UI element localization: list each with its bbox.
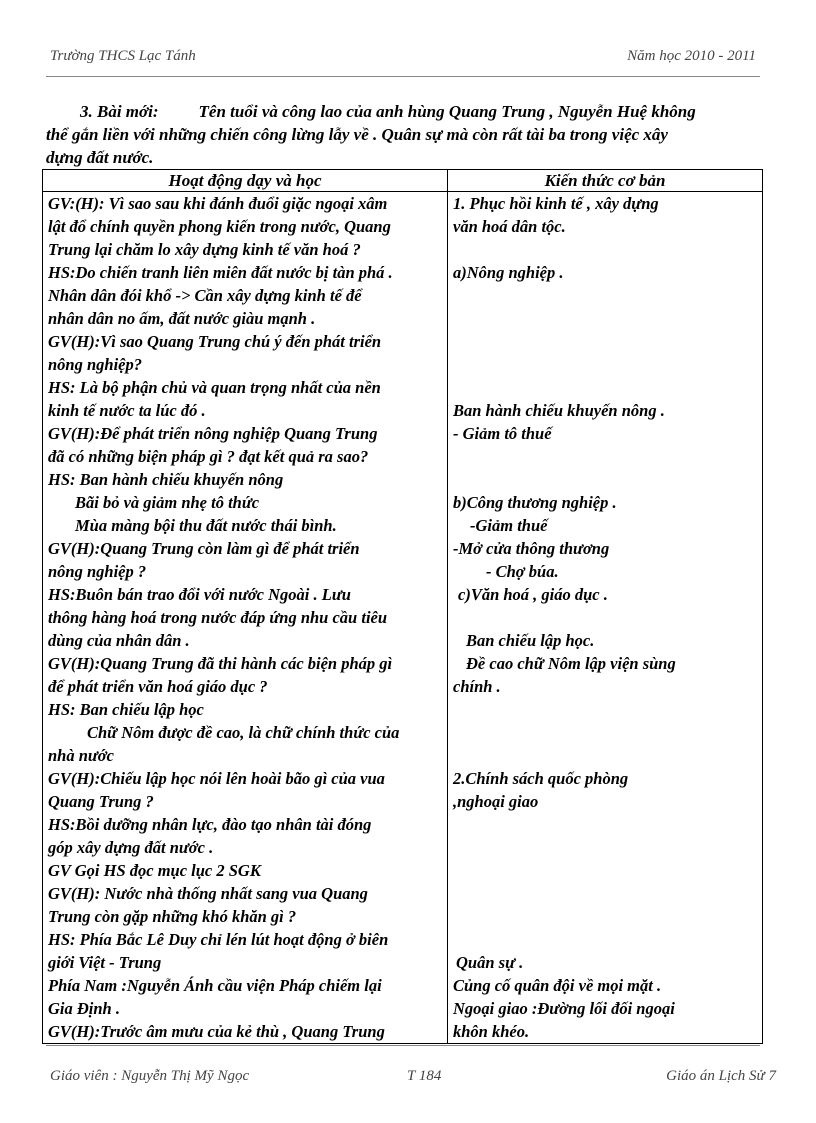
activity-line: lật đổ chính quyền phong kiến trong nước, Quang: [48, 217, 391, 236]
knowledge-line: [448, 284, 762, 307]
knowledge-line: [448, 928, 762, 951]
school-name: Trường THCS Lạc Tánh: [50, 48, 196, 64]
knowledge-line: [448, 330, 762, 353]
intro-paragraph: [46, 100, 762, 169]
activity-line: GV(H):Trước âm mưu của kẻ thù , Quang Trung: [48, 1022, 385, 1041]
footer-divider: [46, 1045, 760, 1046]
knowledge-line: chính .: [453, 677, 501, 696]
activity-line: HS:Do chiến tranh liên miên đất nước bị tàn phá .: [48, 263, 393, 282]
knowledge-line: c)Văn hoá , giáo dục .: [458, 585, 608, 604]
knowledge-line: [448, 445, 762, 468]
activity-line: Chữ Nôm được đề cao, là chữ chính thức của: [87, 723, 400, 742]
activity-line: giới Việt - Trung: [48, 953, 162, 972]
activity-line: GV:(H): Vì sao sau khi đánh đuổi giặc ngoại xâm: [48, 194, 388, 213]
subject-name: Giáo án Lịch Sử 7: [666, 1068, 776, 1084]
activity-line: Trung còn gặp những khó khăn gì ?: [48, 907, 297, 926]
header-activities: Hoạt động dạy và học: [43, 170, 448, 192]
activity-line: góp xây dựng đất nước .: [48, 838, 214, 857]
activity-line: thông hàng hoá trong nước đáp ứng nhu cầu tiêu: [48, 608, 388, 627]
school-year: Năm học 2010 - 2011: [627, 48, 756, 64]
header-knowledge: Kiến thức cơ bản: [448, 170, 763, 192]
activity-line: dùng của nhân dân .: [48, 631, 190, 650]
knowledge-line: [448, 836, 762, 859]
activity-line: nhà nước: [48, 746, 114, 765]
knowledge-line: a)Nông nghiệp .: [453, 263, 564, 282]
activity-line: Phía Nam :Nguyễn Ánh cầu viện Pháp chiếm lại: [48, 976, 382, 995]
activity-line: GV(H): Nước nhà thống nhất sang vua Quang: [48, 884, 368, 903]
knowledge-line: [448, 468, 762, 491]
activity-line: GV Gọi HS đọc mục lục 2 SGK: [48, 861, 261, 880]
knowledge-line: Ban hành chiếu khuyến nông .: [453, 401, 665, 420]
activity-line: HS:Bồi dưỡng nhân lực, đào tạo nhân tài đóng: [48, 815, 372, 834]
activity-line: GV(H):Để phát triển nông nghiệp Quang Trung: [48, 424, 378, 443]
knowledge-line: Quân sự .: [456, 953, 524, 972]
activity-line: để phát triển văn hoá giáo dục ?: [48, 677, 268, 696]
knowledge-line: [448, 376, 762, 399]
intro-line-2: thể gắn liền với những chiến công lừng lẫy về . Quân sự mà còn rất tài ba trong việc xây: [46, 125, 668, 144]
activity-line: kinh tế nước ta lúc đó .: [48, 401, 206, 420]
knowledge-line: 1. Phục hồi kinh tế , xây dựng: [453, 194, 659, 213]
knowledge-line: văn hoá dân tộc.: [453, 217, 566, 236]
activity-line: Bãi bỏ và giảm nhẹ tô thức: [75, 493, 260, 512]
knowledge-line: [448, 698, 762, 721]
knowledge-line: b)Công thương nghiệp .: [453, 493, 617, 512]
teacher-name: Giáo viên : Nguyễn Thị Mỹ Ngọc: [50, 1068, 250, 1084]
activity-line: HS: Là bộ phận chủ và quan trọng nhất của nền: [48, 378, 381, 397]
section-title: 3. Bài mới:: [80, 102, 159, 121]
activity-line: Nhân dân đói khổ -> Cần xây dựng kinh tế để: [48, 286, 362, 305]
activity-line: HS: Phía Bắc Lê Duy chỉ lén lút hoạt động ở biên: [48, 930, 389, 949]
knowledge-line: [448, 353, 762, 376]
activity-line: nông nghiệp ?: [48, 562, 147, 581]
header-divider: [46, 76, 760, 77]
activity-line: Trung lại chăm lo xây dựng kinh tế văn hoá ?: [48, 240, 361, 259]
activity-line: GV(H):Vì sao Quang Trung chú ý đến phát triển: [48, 332, 382, 351]
lesson-table: [42, 169, 763, 1044]
knowledge-line: [448, 813, 762, 836]
activity-line: Quang Trung ?: [48, 792, 154, 811]
intro-line-3: dựng đất nước.: [46, 148, 154, 167]
knowledge-line: [448, 606, 762, 629]
knowledge-line: ,nghoại giao: [453, 792, 539, 811]
knowledge-line: -Giảm thuế: [470, 516, 548, 535]
knowledge-cell: [448, 192, 763, 1044]
activity-line: nông nghiệp?: [48, 355, 142, 374]
knowledge-line: [448, 307, 762, 330]
knowledge-line: [448, 859, 762, 882]
activity-line: HS:Buôn bán trao đổi với nước Ngoài . Lưu: [48, 585, 351, 604]
activity-line: GV(H):Quang Trung còn làm gì để phát triển: [48, 539, 360, 558]
knowledge-line: [448, 744, 762, 767]
knowledge-line: Ngoại giao :Đường lối đối ngoại: [453, 999, 675, 1018]
knowledge-line: - Chợ búa.: [486, 562, 559, 581]
activity-line: nhân dân no ấm, đất nước giàu mạnh .: [48, 309, 316, 328]
page-header: [50, 48, 756, 68]
knowledge-line: khôn khéo.: [453, 1022, 530, 1041]
activity-line: GV(H):Chiếu lập học nói lên hoài bão gì của vua: [48, 769, 385, 788]
activity-line: Mùa màng bội thu đất nước thái bình.: [75, 516, 337, 535]
table-body-row: [43, 192, 763, 1044]
knowledge-line: Ban chiếu lập học.: [466, 631, 595, 650]
activity-line: GV(H):Quang Trung đã thi hành các biện pháp gì: [48, 654, 393, 673]
activity-line: đã có những biện pháp gì ? đạt kết quả ra sao?: [48, 447, 369, 466]
knowledge-line: [448, 721, 762, 744]
knowledge-line: - Giảm tô thuế: [453, 424, 552, 443]
activities-cell: [43, 192, 448, 1044]
page-footer: [50, 1068, 776, 1088]
knowledge-line: -Mở cửa thông thương: [453, 539, 610, 558]
knowledge-line: [448, 905, 762, 928]
knowledge-line: Đề cao chữ Nôm lập viện sùng: [466, 654, 676, 673]
knowledge-line: [448, 238, 762, 261]
activity-line: Gia Định .: [48, 999, 120, 1018]
table-header-row: [43, 170, 763, 192]
knowledge-line: 2.Chính sách quốc phòng: [453, 769, 629, 788]
knowledge-line: [448, 882, 762, 905]
activity-line: HS: Ban chiếu lập học: [48, 700, 204, 719]
page-number: T 184: [407, 1068, 442, 1084]
intro-line-1: Tên tuổi và công lao của anh hùng Quang Trung , Nguyễn Huệ không: [198, 102, 696, 121]
activity-line: HS: Ban hành chiếu khuyến nông: [48, 470, 284, 489]
knowledge-line: Củng cố quân đội về mọi mặt .: [453, 976, 662, 995]
